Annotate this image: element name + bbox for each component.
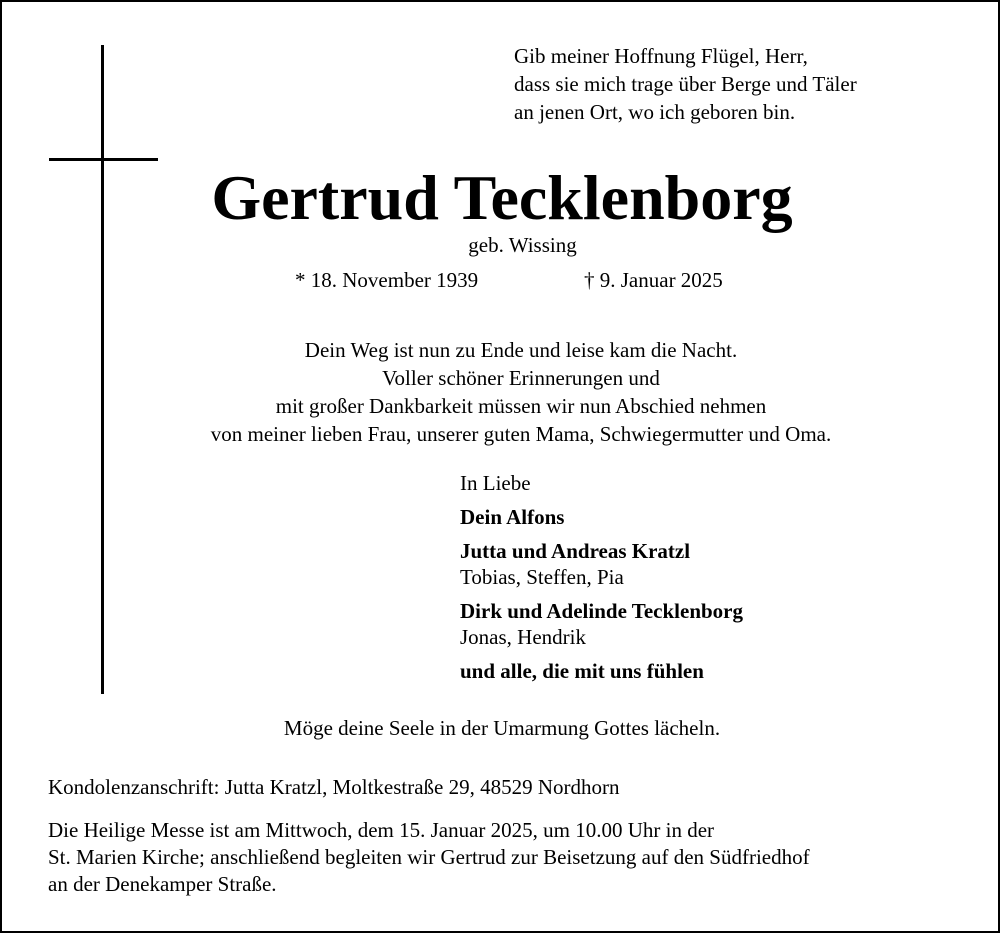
deceased-name: Gertrud Tecklenborg — [211, 162, 793, 233]
family-closing: und alle, die mit uns fühlen — [460, 659, 704, 683]
verse-line: Voller schöner Erinnerungen und — [382, 366, 660, 390]
poem — [514, 42, 857, 126]
verse-line: von meiner lieben Frau, unserer guten Mama, Schwiegermutter und Oma. — [210, 422, 832, 446]
family-couple: Dirk und Adelinde Tecklenborg — [460, 599, 743, 623]
poem-line: an jenen Ort, wo ich geboren bin. — [514, 100, 796, 124]
family-spouse: Dein Alfons — [460, 505, 565, 529]
mass-line: Die Heilige Messe ist am Mittwoch, dem 15. Januar 2025, um 10.00 Uhr in der — [48, 818, 715, 842]
family-children: Jonas, Hendrik — [460, 625, 586, 649]
family-children: Tobias, Steffen, Pia — [460, 565, 624, 589]
mass-line: St. Marien Kirche; anschließend begleiten wir Gertrud zur Beisetzung auf den Südfriedhof — [48, 845, 810, 869]
family-signature — [460, 468, 743, 686]
blessing-line: Möge deine Seele in der Umarmung Gottes lächeln. — [283, 716, 721, 740]
verse-line: Dein Weg ist nun zu Ende und leise kam die Nacht. — [304, 338, 738, 362]
verse-line: mit großer Dankbarkeit müssen wir nun Abschied nehmen — [275, 394, 767, 418]
maiden-name: geb. Wissing — [468, 233, 577, 257]
birth-date: * 18. November 1939 — [295, 268, 479, 292]
poem-line: Gib meiner Hoffnung Flügel, Herr, — [514, 44, 808, 68]
poem-line: dass sie mich trage über Berge und Täler — [514, 72, 857, 96]
family-intro: In Liebe — [460, 471, 531, 495]
mass-details — [48, 817, 810, 898]
farewell-verse — [2, 336, 1000, 448]
family-couple: Jutta und Andreas Kratzl — [460, 539, 691, 563]
death-date: † 9. Januar 2025 — [584, 268, 723, 292]
condolence-address: Kondolenzanschrift: Jutta Kratzl, Moltkestraße 29, 48529 Nordhorn — [48, 775, 620, 799]
mass-line: an der Denekamper Straße. — [48, 872, 277, 896]
